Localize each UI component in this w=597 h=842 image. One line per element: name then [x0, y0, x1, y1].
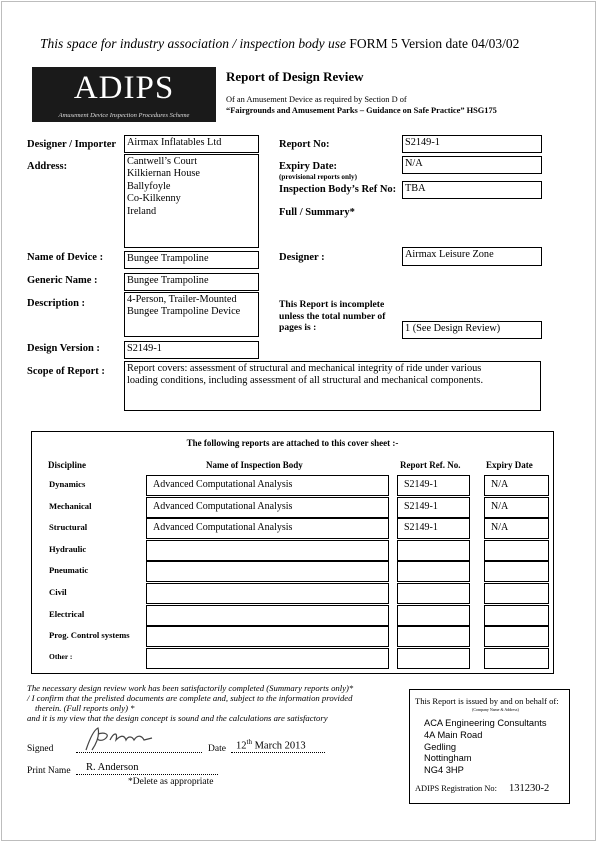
attached-reports-table — [31, 431, 554, 674]
date-month-year: March 2013 — [251, 740, 306, 752]
report-ref-field[interactable]: S2149-1 — [397, 475, 470, 496]
report-ref-field[interactable] — [397, 561, 470, 582]
col-report-ref: Report Ref. No. — [400, 460, 461, 470]
declaration-text — [27, 683, 353, 723]
delete-note: *Delete as appropriate — [128, 777, 214, 787]
header-note: This space for industry association / inspection body use — [40, 36, 346, 51]
address-line: Ireland — [127, 205, 157, 217]
expiry-date-field[interactable] — [484, 605, 549, 626]
inspection-ref-label: Inspection Body’s Ref No: — [279, 184, 397, 195]
report-ref-field[interactable] — [397, 626, 470, 647]
inspection-body-field[interactable]: Advanced Computational Analysis — [146, 497, 389, 518]
description-field[interactable] — [124, 292, 259, 337]
report-no-label: Report No: — [279, 139, 330, 150]
print-name-line[interactable] — [76, 774, 218, 775]
discipline-label: Civil — [49, 587, 67, 597]
subtitle-line: Of an Amusement Device as required by Section D of — [226, 95, 407, 104]
report-ref-field[interactable]: S2149-1 — [397, 518, 470, 539]
generic-name-field[interactable]: Bungee Trampoline — [124, 273, 259, 291]
declaration-line: / I confirm that the prelisted documents are complete and, subject to the information provided — [27, 693, 353, 703]
discipline-label: Prog. Control systems — [49, 630, 130, 641]
issuer-address-line: 4A Main Road — [424, 729, 483, 740]
issuer-address-line: NG4 3HP — [424, 765, 464, 776]
description-line: 4-Person, Trailer-Mounted — [127, 294, 237, 305]
generic-name-label: Generic Name : — [27, 275, 98, 286]
scope-field[interactable] — [124, 361, 541, 411]
discipline-label: Hydraulic — [49, 543, 87, 554]
form-version: FORM 5 Version date 04/03/02 — [349, 36, 520, 51]
expiry-date-field[interactable] — [484, 648, 549, 669]
date-suffix: th — [246, 738, 252, 746]
issuer-address-line: Nottingham — [424, 753, 472, 764]
issuer-box — [409, 689, 570, 804]
report-ref-field[interactable] — [397, 540, 470, 561]
signature-image — [80, 724, 160, 754]
date-label: Date — [208, 744, 226, 754]
discipline-label: Electrical — [49, 608, 85, 619]
print-name-label: Print Name — [27, 766, 71, 776]
declaration-line: therein. (Full reports only) * — [35, 703, 135, 713]
issuer-address-line: ACA Engineering Consultants — [424, 718, 547, 728]
inspection-body-field[interactable] — [146, 561, 389, 582]
issuer-address-line: Gedling — [424, 741, 457, 752]
expiry-date-field[interactable] — [484, 583, 549, 604]
page-subtitle — [226, 95, 497, 116]
inspection-body-field[interactable]: Advanced Computational Analysis — [146, 475, 389, 496]
declaration-line: The necessary design review work has been satisfactorily completed (Summary reports only)* — [27, 683, 354, 693]
expiry-date-field[interactable] — [484, 561, 549, 582]
signed-label: Signed — [27, 744, 54, 754]
discipline-label: Mechanical — [49, 500, 92, 511]
inspection-body-field[interactable] — [146, 583, 389, 604]
report-ref-field[interactable]: S2149-1 — [397, 497, 470, 518]
expiry-date-field[interactable] — [484, 540, 549, 561]
expiry-note: (provisional reports only) — [279, 173, 358, 181]
designer-label: Designer : — [279, 252, 325, 263]
description-label: Description : — [27, 298, 86, 309]
incomplete-line: This Report is incomplete — [279, 299, 385, 310]
registration-number: 131230-2 — [509, 783, 550, 794]
expiry-label: Expiry Date: — [279, 161, 338, 172]
address-field[interactable] — [124, 154, 259, 248]
issuer-note: (Company Name & Address) — [472, 707, 519, 712]
report-ref-field[interactable] — [397, 583, 470, 604]
declaration-line: and it is my view that the design concept is sound and the calculations are satisfactory — [27, 713, 328, 723]
inspection-body-field[interactable] — [146, 540, 389, 561]
logo-tagline: Amusement Device Inspection Procedures Scheme — [58, 112, 190, 119]
scope-label: Scope of Report : — [27, 366, 105, 377]
inspection-body-field[interactable]: Advanced Computational Analysis — [146, 518, 389, 539]
logo-name: ADIPS — [73, 70, 175, 106]
form-header — [40, 36, 519, 52]
issuer-address — [424, 718, 547, 777]
full-summary-label: Full / Summary* — [279, 207, 355, 218]
adips-logo — [32, 67, 216, 122]
pages-field[interactable]: 1 (See Design Review) — [402, 321, 542, 339]
inspection-body-field[interactable] — [146, 648, 389, 669]
discipline-label: Dynamics — [49, 479, 86, 489]
address-label: Address: — [27, 161, 68, 172]
inspection-body-field[interactable] — [146, 626, 389, 647]
expiry-date-field[interactable]: N/A — [484, 475, 549, 496]
discipline-label: Structural — [49, 522, 88, 533]
designer-importer-label: Designer / Importer — [27, 139, 117, 150]
address-line: Ballyfoyle — [127, 180, 171, 192]
expiry-field[interactable]: N/A — [402, 156, 542, 174]
date-value — [236, 738, 306, 752]
page-title: Report of Design Review — [226, 69, 364, 84]
designer-field[interactable]: Airmax Leisure Zone — [402, 247, 542, 266]
expiry-date-field[interactable]: N/A — [484, 497, 549, 518]
incomplete-line: pages is : — [279, 322, 317, 333]
description-line: Bungee Trampoline Device — [127, 306, 241, 318]
address-line: Kilkiernan House — [127, 168, 200, 180]
address-line: Cantwell’s Court — [127, 156, 198, 167]
date-day: 12 — [236, 740, 247, 752]
col-inspection-body: Name of Inspection Body — [206, 460, 303, 470]
col-discipline: Discipline — [48, 460, 87, 470]
issuer-heading: This Report is issued by and on behalf of: — [415, 696, 559, 706]
device-name-label: Name of Device : — [27, 252, 104, 263]
print-name-value: R. Anderson — [86, 762, 139, 773]
registration-label: ADIPS Registration No: — [415, 784, 497, 793]
discipline-label: Other : — [49, 651, 73, 661]
expiry-date-field[interactable] — [484, 626, 549, 647]
report-ref-field[interactable] — [397, 605, 470, 626]
address-line: Co-Kilkenny — [127, 193, 181, 205]
incomplete-line: unless the total number of — [279, 310, 386, 322]
device-name-field[interactable]: Bungee Trampoline — [124, 251, 259, 269]
inspection-ref-field[interactable]: TBA — [402, 181, 542, 199]
design-version-label: Design Version : — [27, 343, 100, 354]
scope-line: Report covers: assessment of structural and mechanical integrity of ride under various — [127, 363, 482, 374]
design-version-field[interactable]: S2149-1 — [124, 341, 259, 359]
attached-heading: The following reports are attached to this cover sheet :- — [186, 438, 399, 448]
report-ref-field[interactable] — [397, 648, 470, 669]
inspection-body-field[interactable] — [146, 605, 389, 626]
col-expiry: Expiry Date — [486, 460, 533, 470]
expiry-date-field[interactable]: N/A — [484, 518, 549, 539]
date-line[interactable] — [231, 752, 325, 753]
incomplete-note — [279, 299, 385, 334]
discipline-label: Pneumatic — [49, 565, 89, 576]
designer-importer-field[interactable]: Airmax Inflatables Ltd — [124, 135, 259, 153]
scope-line: loading conditions, including assessment of all structural and mechanical components. — [127, 375, 484, 387]
subtitle-line: “Fairgrounds and Amusement Parks – Guidance on Safe Practice” HSG175 — [226, 105, 497, 115]
report-no-field[interactable]: S2149-1 — [402, 135, 542, 153]
